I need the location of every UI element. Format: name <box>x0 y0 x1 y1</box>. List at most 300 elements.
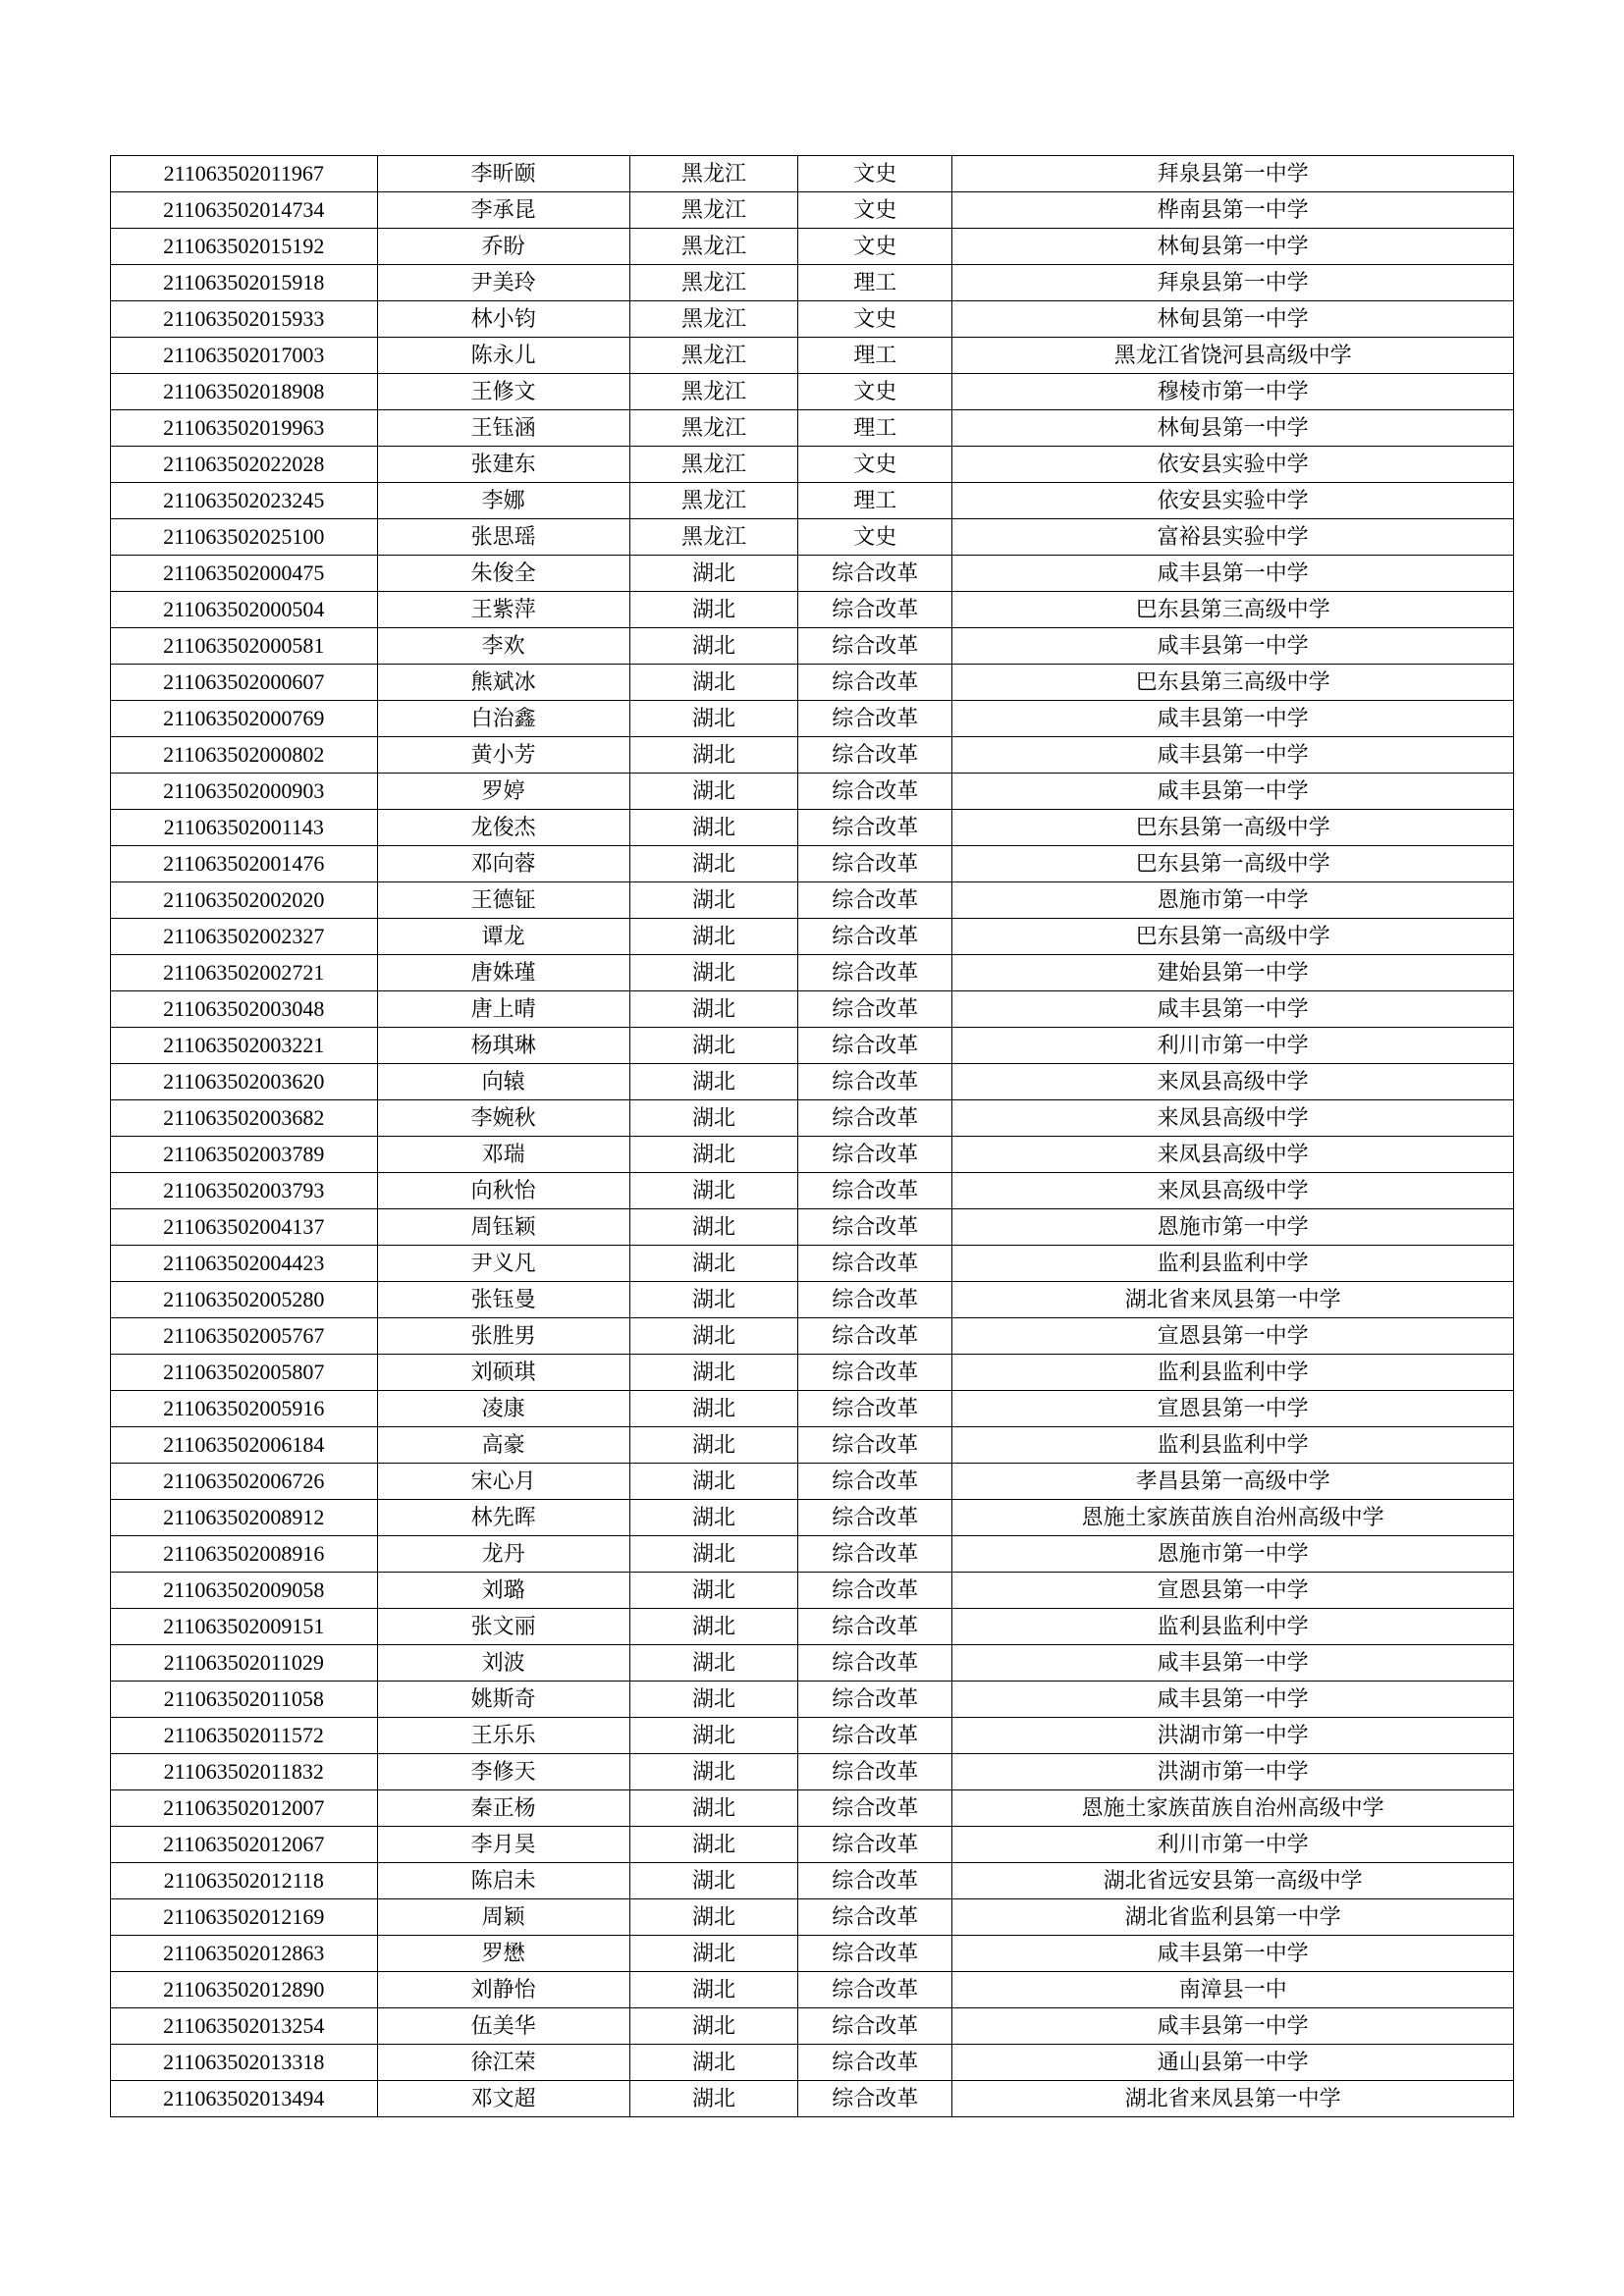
province-cell: 湖北 <box>629 1427 797 1464</box>
student-id-cell: 211063502001143 <box>111 810 378 846</box>
category-cell: 综合改革 <box>798 1137 952 1173</box>
category-cell: 文史 <box>798 519 952 556</box>
table-row <box>111 1609 1514 1645</box>
student-id-cell: 211063502003048 <box>111 991 378 1028</box>
province-cell: 湖北 <box>629 1754 797 1790</box>
province-cell: 黑龙江 <box>629 229 797 265</box>
name-cell: 张思瑶 <box>377 519 629 556</box>
school-cell: 南漳县一中 <box>952 1972 1514 2008</box>
table-row <box>111 1427 1514 1464</box>
name-cell: 李欢 <box>377 628 629 665</box>
category-cell: 文史 <box>798 192 952 229</box>
school-cell: 林甸县第一中学 <box>952 410 1514 447</box>
student-id-cell: 211063502012067 <box>111 1827 378 1863</box>
province-cell: 黑龙江 <box>629 338 797 374</box>
name-cell: 李月昊 <box>377 1827 629 1863</box>
school-cell: 咸丰县第一中学 <box>952 737 1514 774</box>
school-cell: 咸丰县第一中学 <box>952 1936 1514 1972</box>
category-cell: 综合改革 <box>798 1899 952 1936</box>
student-id-cell: 211063502015918 <box>111 265 378 301</box>
category-cell: 文史 <box>798 447 952 483</box>
category-cell: 综合改革 <box>798 701 952 737</box>
name-cell: 张胜男 <box>377 1318 629 1355</box>
name-cell: 黄小芳 <box>377 737 629 774</box>
category-cell: 文史 <box>798 229 952 265</box>
province-cell: 湖北 <box>629 1355 797 1391</box>
name-cell: 向辕 <box>377 1064 629 1100</box>
name-cell: 王紫萍 <box>377 592 629 628</box>
province-cell: 湖北 <box>629 810 797 846</box>
name-cell: 林先晖 <box>377 1500 629 1536</box>
category-cell: 综合改革 <box>798 955 952 991</box>
table-row <box>111 1754 1514 1790</box>
student-id-cell: 211063502011832 <box>111 1754 378 1790</box>
province-cell: 黑龙江 <box>629 410 797 447</box>
name-cell: 邓向蓉 <box>377 846 629 882</box>
table-row <box>111 1355 1514 1391</box>
province-cell: 湖北 <box>629 1246 797 1282</box>
name-cell: 罗婷 <box>377 774 629 810</box>
category-cell: 综合改革 <box>798 1863 952 1899</box>
name-cell: 王修文 <box>377 374 629 410</box>
name-cell: 陈启未 <box>377 1863 629 1899</box>
school-cell: 宣恩县第一中学 <box>952 1391 1514 1427</box>
province-cell: 湖北 <box>629 2045 797 2081</box>
province-cell: 黑龙江 <box>629 192 797 229</box>
category-cell: 综合改革 <box>798 1100 952 1137</box>
table-row <box>111 774 1514 810</box>
table-row <box>111 737 1514 774</box>
name-cell: 刘璐 <box>377 1573 629 1609</box>
student-id-cell: 211063502002327 <box>111 919 378 955</box>
province-cell: 湖北 <box>629 701 797 737</box>
province-cell: 湖北 <box>629 1391 797 1427</box>
student-id-cell: 211063502000504 <box>111 592 378 628</box>
table-row <box>111 556 1514 592</box>
province-cell: 黑龙江 <box>629 156 797 192</box>
school-cell: 巴东县第三高级中学 <box>952 665 1514 701</box>
student-id-cell: 211063502004423 <box>111 1246 378 1282</box>
category-cell: 综合改革 <box>798 1391 952 1427</box>
table-row <box>111 882 1514 919</box>
table-row <box>111 301 1514 338</box>
table-row <box>111 1573 1514 1609</box>
school-cell: 巴东县第三高级中学 <box>952 592 1514 628</box>
school-cell: 桦南县第一中学 <box>952 192 1514 229</box>
category-cell: 综合改革 <box>798 846 952 882</box>
student-id-cell: 211063502005807 <box>111 1355 378 1391</box>
province-cell: 湖北 <box>629 1028 797 1064</box>
name-cell: 李婉秋 <box>377 1100 629 1137</box>
name-cell: 高豪 <box>377 1427 629 1464</box>
table-row <box>111 483 1514 519</box>
province-cell: 湖北 <box>629 1609 797 1645</box>
category-cell: 文史 <box>798 374 952 410</box>
table-row <box>111 1827 1514 1863</box>
name-cell: 陈永儿 <box>377 338 629 374</box>
name-cell: 张建东 <box>377 447 629 483</box>
name-cell: 李承昆 <box>377 192 629 229</box>
category-cell: 综合改革 <box>798 882 952 919</box>
category-cell: 综合改革 <box>798 1209 952 1246</box>
student-id-cell: 211063502000607 <box>111 665 378 701</box>
province-cell: 湖北 <box>629 592 797 628</box>
student-id-cell: 211063502005280 <box>111 1282 378 1318</box>
school-cell: 巴东县第一高级中学 <box>952 919 1514 955</box>
category-cell: 理工 <box>798 483 952 519</box>
name-cell: 林小钧 <box>377 301 629 338</box>
category-cell: 综合改革 <box>798 1318 952 1355</box>
student-id-cell: 211063502009058 <box>111 1573 378 1609</box>
student-id-cell: 211063502013494 <box>111 2081 378 2117</box>
student-id-cell: 211063502011029 <box>111 1645 378 1682</box>
student-id-cell: 211063502002020 <box>111 882 378 919</box>
name-cell: 刘静怡 <box>377 1972 629 2008</box>
name-cell: 刘波 <box>377 1645 629 1682</box>
school-cell: 恩施土家族苗族自治州高级中学 <box>952 1500 1514 1536</box>
category-cell: 综合改革 <box>798 1500 952 1536</box>
table-row <box>111 1863 1514 1899</box>
category-cell: 综合改革 <box>798 1682 952 1718</box>
school-cell: 湖北省监利县第一中学 <box>952 1899 1514 1936</box>
category-cell: 文史 <box>798 156 952 192</box>
school-cell: 依安县实验中学 <box>952 483 1514 519</box>
table-row <box>111 1500 1514 1536</box>
category-cell: 理工 <box>798 410 952 447</box>
province-cell: 湖北 <box>629 1863 797 1899</box>
name-cell: 凌康 <box>377 1391 629 1427</box>
table-row <box>111 1682 1514 1718</box>
student-id-cell: 211063502012890 <box>111 1972 378 2008</box>
province-cell: 湖北 <box>629 1682 797 1718</box>
province-cell: 湖北 <box>629 556 797 592</box>
category-cell: 综合改革 <box>798 1355 952 1391</box>
table-row <box>111 665 1514 701</box>
category-cell: 综合改革 <box>798 1282 952 1318</box>
school-cell: 咸丰县第一中学 <box>952 556 1514 592</box>
category-cell: 综合改革 <box>798 1609 952 1645</box>
school-cell: 湖北省远安县第一高级中学 <box>952 1863 1514 1899</box>
student-id-cell: 211063502011058 <box>111 1682 378 1718</box>
category-cell: 综合改革 <box>798 1718 952 1754</box>
name-cell: 伍美华 <box>377 2008 629 2045</box>
school-cell: 拜泉县第一中学 <box>952 156 1514 192</box>
table-row <box>111 374 1514 410</box>
name-cell: 秦正杨 <box>377 1790 629 1827</box>
student-id-cell: 211063502000802 <box>111 737 378 774</box>
student-id-cell: 211063502012118 <box>111 1863 378 1899</box>
student-id-cell: 211063502002721 <box>111 955 378 991</box>
name-cell: 尹美玲 <box>377 265 629 301</box>
category-cell: 综合改革 <box>798 665 952 701</box>
name-cell: 张钰曼 <box>377 1282 629 1318</box>
category-cell: 理工 <box>798 265 952 301</box>
category-cell: 综合改革 <box>798 1754 952 1790</box>
province-cell: 湖北 <box>629 1282 797 1318</box>
table-row <box>111 1282 1514 1318</box>
table-row <box>111 1173 1514 1209</box>
name-cell: 周颖 <box>377 1899 629 1936</box>
province-cell: 湖北 <box>629 846 797 882</box>
student-id-cell: 211063502013254 <box>111 2008 378 2045</box>
province-cell: 湖北 <box>629 774 797 810</box>
student-id-cell: 211063502011572 <box>111 1718 378 1754</box>
student-id-cell: 211063502003793 <box>111 1173 378 1209</box>
school-cell: 洪湖市第一中学 <box>952 1754 1514 1790</box>
name-cell: 罗懋 <box>377 1936 629 1972</box>
name-cell: 唐姝瑾 <box>377 955 629 991</box>
student-id-cell: 211063502012007 <box>111 1790 378 1827</box>
name-cell: 王乐乐 <box>377 1718 629 1754</box>
school-cell: 巴东县第一高级中学 <box>952 846 1514 882</box>
school-cell: 来凤县高级中学 <box>952 1064 1514 1100</box>
school-cell: 恩施市第一中学 <box>952 1536 1514 1573</box>
table-row <box>111 1137 1514 1173</box>
school-cell: 通山县第一中学 <box>952 2045 1514 2081</box>
category-cell: 综合改革 <box>798 1936 952 1972</box>
name-cell: 龙俊杰 <box>377 810 629 846</box>
school-cell: 监利县监利中学 <box>952 1427 1514 1464</box>
student-id-cell: 211063502005767 <box>111 1318 378 1355</box>
school-cell: 宣恩县第一中学 <box>952 1318 1514 1355</box>
province-cell: 湖北 <box>629 991 797 1028</box>
student-id-cell: 211063502025100 <box>111 519 378 556</box>
student-id-cell: 211063502006726 <box>111 1464 378 1500</box>
school-cell: 来凤县高级中学 <box>952 1137 1514 1173</box>
category-cell: 理工 <box>798 338 952 374</box>
name-cell: 刘硕琪 <box>377 1355 629 1391</box>
name-cell: 王钰涵 <box>377 410 629 447</box>
school-cell: 咸丰县第一中学 <box>952 701 1514 737</box>
student-id-cell: 211063502000581 <box>111 628 378 665</box>
category-cell: 综合改革 <box>798 2008 952 2045</box>
province-cell: 湖北 <box>629 628 797 665</box>
table-row <box>111 810 1514 846</box>
province-cell: 湖北 <box>629 2081 797 2117</box>
table-row <box>111 846 1514 882</box>
school-cell: 利川市第一中学 <box>952 1827 1514 1863</box>
category-cell: 综合改革 <box>798 810 952 846</box>
school-cell: 来凤县高级中学 <box>952 1173 1514 1209</box>
table-row <box>111 2008 1514 2045</box>
table-row <box>111 1536 1514 1573</box>
table-row <box>111 1464 1514 1500</box>
school-cell: 穆棱市第一中学 <box>952 374 1514 410</box>
province-cell: 湖北 <box>629 1137 797 1173</box>
category-cell: 综合改革 <box>798 1173 952 1209</box>
province-cell: 湖北 <box>629 1899 797 1936</box>
table-row <box>111 1972 1514 2008</box>
category-cell: 综合改革 <box>798 1427 952 1464</box>
table-row <box>111 1645 1514 1682</box>
province-cell: 湖北 <box>629 1318 797 1355</box>
category-cell: 综合改革 <box>798 1246 952 1282</box>
student-id-cell: 211063502013318 <box>111 2045 378 2081</box>
name-cell: 向秋怡 <box>377 1173 629 1209</box>
province-cell: 湖北 <box>629 1573 797 1609</box>
table-row <box>111 265 1514 301</box>
province-cell: 湖北 <box>629 1936 797 1972</box>
name-cell: 周钰颖 <box>377 1209 629 1246</box>
category-cell: 文史 <box>798 301 952 338</box>
name-cell: 李昕颐 <box>377 156 629 192</box>
province-cell: 湖北 <box>629 1500 797 1536</box>
name-cell: 白治鑫 <box>377 701 629 737</box>
table-row <box>111 628 1514 665</box>
student-id-cell: 211063502015933 <box>111 301 378 338</box>
school-cell: 咸丰县第一中学 <box>952 991 1514 1028</box>
school-cell: 监利县监利中学 <box>952 1246 1514 1282</box>
student-id-cell: 211063502008912 <box>111 1500 378 1536</box>
table-row <box>111 229 1514 265</box>
category-cell: 综合改革 <box>798 1573 952 1609</box>
student-id-cell: 211063502009151 <box>111 1609 378 1645</box>
province-cell: 湖北 <box>629 1972 797 2008</box>
province-cell: 湖北 <box>629 1209 797 1246</box>
name-cell: 龙丹 <box>377 1536 629 1573</box>
table-row <box>111 1100 1514 1137</box>
school-cell: 孝昌县第一高级中学 <box>952 1464 1514 1500</box>
table-row <box>111 1790 1514 1827</box>
school-cell: 黑龙江省饶河县高级中学 <box>952 338 1514 374</box>
province-cell: 湖北 <box>629 955 797 991</box>
student-id-cell: 211063502023245 <box>111 483 378 519</box>
school-cell: 湖北省来凤县第一中学 <box>952 1282 1514 1318</box>
table-row <box>111 991 1514 1028</box>
school-cell: 建始县第一中学 <box>952 955 1514 991</box>
school-cell: 咸丰县第一中学 <box>952 628 1514 665</box>
province-cell: 湖北 <box>629 1100 797 1137</box>
table-row <box>111 192 1514 229</box>
student-id-cell: 211063502003789 <box>111 1137 378 1173</box>
table-row <box>111 919 1514 955</box>
table-row <box>111 1318 1514 1355</box>
province-cell: 湖北 <box>629 882 797 919</box>
province-cell: 湖北 <box>629 1718 797 1754</box>
student-id-cell: 211063502003221 <box>111 1028 378 1064</box>
category-cell: 综合改革 <box>798 774 952 810</box>
school-cell: 恩施市第一中学 <box>952 1209 1514 1246</box>
school-cell: 恩施市第一中学 <box>952 882 1514 919</box>
category-cell: 综合改革 <box>798 2045 952 2081</box>
category-cell: 综合改革 <box>798 1464 952 1500</box>
student-id-cell: 211063502000769 <box>111 701 378 737</box>
table-row <box>111 1246 1514 1282</box>
table-row <box>111 2081 1514 2117</box>
table-row <box>111 338 1514 374</box>
table-row <box>111 592 1514 628</box>
category-cell: 综合改革 <box>798 1536 952 1573</box>
name-cell: 谭龙 <box>377 919 629 955</box>
name-cell: 李娜 <box>377 483 629 519</box>
category-cell: 综合改革 <box>798 919 952 955</box>
province-cell: 黑龙江 <box>629 519 797 556</box>
student-id-cell: 211063502011967 <box>111 156 378 192</box>
name-cell: 姚斯奇 <box>377 1682 629 1718</box>
province-cell: 黑龙江 <box>629 447 797 483</box>
student-id-cell: 211063502014734 <box>111 192 378 229</box>
school-cell: 林甸县第一中学 <box>952 229 1514 265</box>
province-cell: 湖北 <box>629 1536 797 1573</box>
province-cell: 湖北 <box>629 1827 797 1863</box>
school-cell: 富裕县实验中学 <box>952 519 1514 556</box>
category-cell: 综合改革 <box>798 1790 952 1827</box>
province-cell: 湖北 <box>629 2008 797 2045</box>
name-cell: 徐江荣 <box>377 2045 629 2081</box>
table-row <box>111 447 1514 483</box>
category-cell: 综合改革 <box>798 628 952 665</box>
table-row <box>111 1899 1514 1936</box>
student-id-cell: 211063502000475 <box>111 556 378 592</box>
student-id-cell: 211063502012169 <box>111 1899 378 1936</box>
student-id-cell: 211063502017003 <box>111 338 378 374</box>
province-cell: 湖北 <box>629 1645 797 1682</box>
table-row <box>111 1064 1514 1100</box>
province-cell: 黑龙江 <box>629 301 797 338</box>
student-id-cell: 211063502008916 <box>111 1536 378 1573</box>
records-table-body <box>111 156 1514 2117</box>
name-cell: 唐上晴 <box>377 991 629 1028</box>
school-cell: 恩施土家族苗族自治州高级中学 <box>952 1790 1514 1827</box>
name-cell: 宋心月 <box>377 1464 629 1500</box>
student-id-cell: 211063502004137 <box>111 1209 378 1246</box>
name-cell: 朱俊全 <box>377 556 629 592</box>
student-id-cell: 211063502015192 <box>111 229 378 265</box>
name-cell: 杨琪琳 <box>377 1028 629 1064</box>
name-cell: 熊斌冰 <box>377 665 629 701</box>
school-cell: 巴东县第一高级中学 <box>952 810 1514 846</box>
name-cell: 邓文超 <box>377 2081 629 2117</box>
school-cell: 拜泉县第一中学 <box>952 265 1514 301</box>
student-id-cell: 211063502003682 <box>111 1100 378 1137</box>
table-row <box>111 410 1514 447</box>
table-row <box>111 519 1514 556</box>
name-cell: 乔盼 <box>377 229 629 265</box>
province-cell: 黑龙江 <box>629 374 797 410</box>
school-cell: 林甸县第一中学 <box>952 301 1514 338</box>
school-cell: 来凤县高级中学 <box>952 1100 1514 1137</box>
province-cell: 黑龙江 <box>629 265 797 301</box>
category-cell: 综合改革 <box>798 1028 952 1064</box>
name-cell: 张文丽 <box>377 1609 629 1645</box>
student-id-cell: 211063502012863 <box>111 1936 378 1972</box>
student-records-table <box>110 155 1514 2117</box>
school-cell: 宣恩县第一中学 <box>952 1573 1514 1609</box>
school-cell: 咸丰县第一中学 <box>952 774 1514 810</box>
province-cell: 湖北 <box>629 1790 797 1827</box>
student-id-cell: 211063502001476 <box>111 846 378 882</box>
school-cell: 咸丰县第一中学 <box>952 1645 1514 1682</box>
table-row <box>111 156 1514 192</box>
category-cell: 综合改革 <box>798 991 952 1028</box>
name-cell: 尹义凡 <box>377 1246 629 1282</box>
school-cell: 湖北省来凤县第一中学 <box>952 2081 1514 2117</box>
school-cell: 利川市第一中学 <box>952 1028 1514 1064</box>
table-row <box>111 2045 1514 2081</box>
category-cell: 综合改革 <box>798 1645 952 1682</box>
school-cell: 咸丰县第一中学 <box>952 2008 1514 2045</box>
province-cell: 黑龙江 <box>629 483 797 519</box>
category-cell: 综合改革 <box>798 2081 952 2117</box>
category-cell: 综合改革 <box>798 737 952 774</box>
table-row <box>111 1391 1514 1427</box>
school-cell: 监利县监利中学 <box>952 1355 1514 1391</box>
student-id-cell: 211063502018908 <box>111 374 378 410</box>
school-cell: 洪湖市第一中学 <box>952 1718 1514 1754</box>
name-cell: 李修天 <box>377 1754 629 1790</box>
table-row <box>111 1209 1514 1246</box>
student-id-cell: 211063502005916 <box>111 1391 378 1427</box>
